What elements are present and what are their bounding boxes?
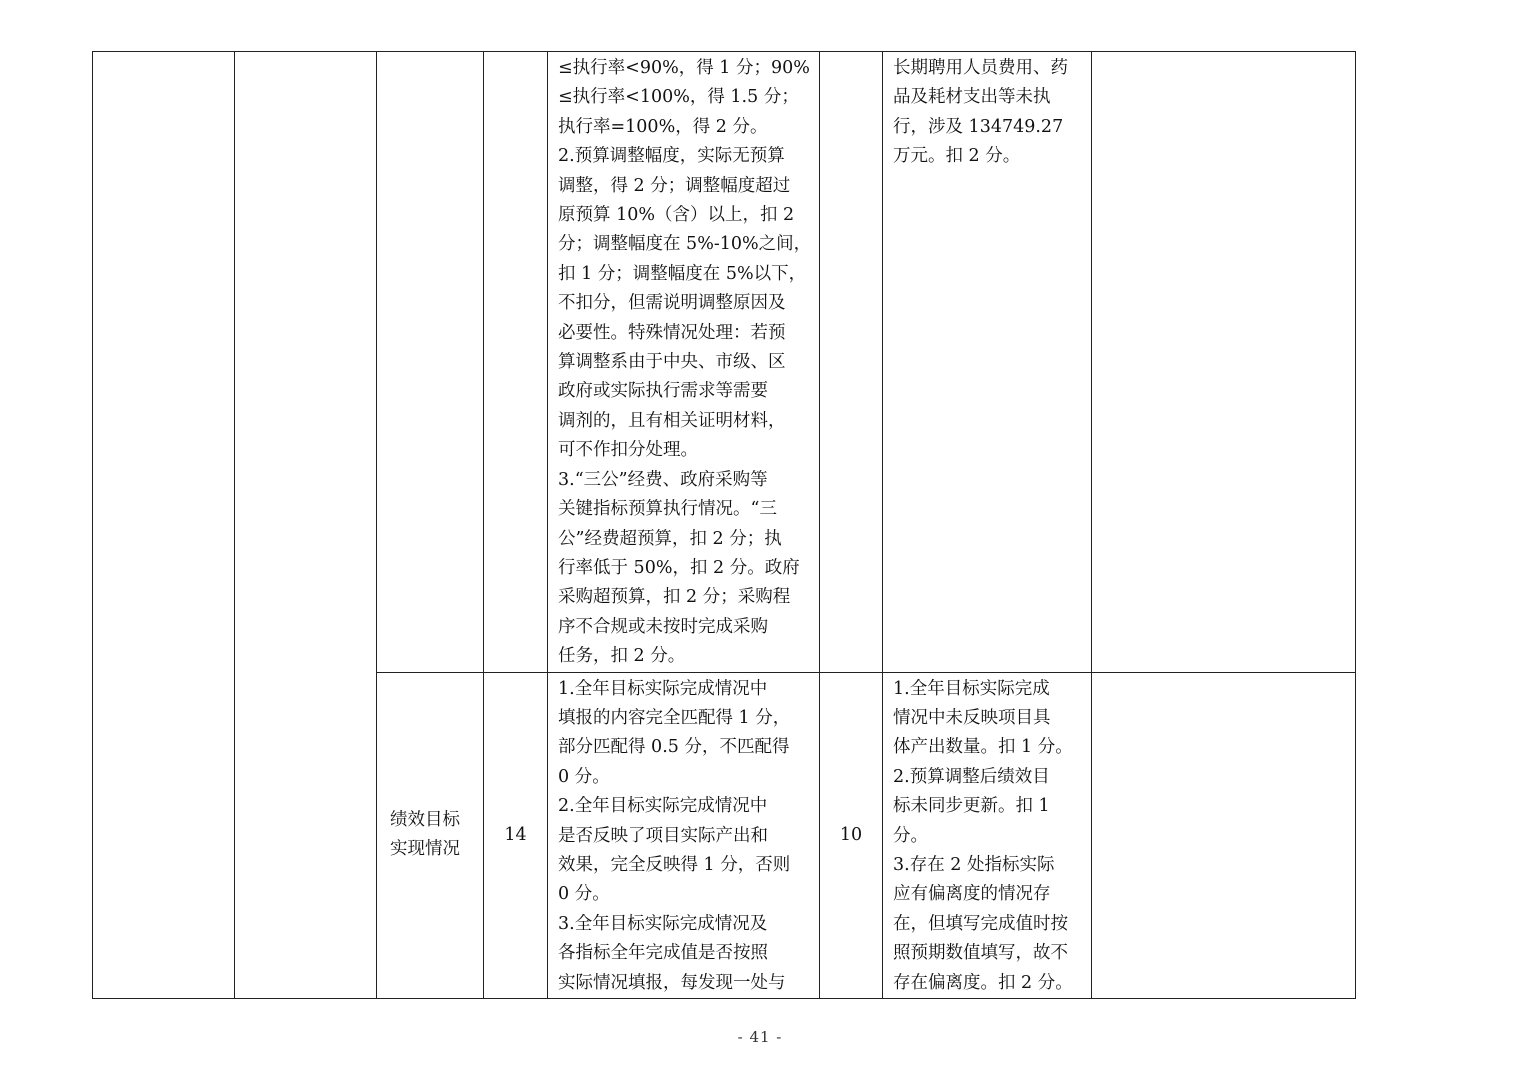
deduction-line: 2.预算调整后绩效目 [893, 766, 1050, 787]
criteria-line: 算调整系由于中央、市级、区 [558, 352, 786, 373]
criteria-line: 是否反映了项目实际产出和 [558, 825, 768, 846]
table-row [93, 52, 1356, 673]
criteria-line: 效果，完全反映得 1 分，否则 [558, 854, 791, 875]
criteria-line: 必要性。特殊情况处理：若预 [558, 322, 786, 343]
criteria-line: 公”经费超预算，扣 2 分；执 [558, 528, 782, 549]
deduction-line: 照预期数值填写，故不 [893, 943, 1068, 964]
deduction-line: 体产出数量。扣 1 分。 [893, 737, 1073, 758]
criteria-line: 3.“三公”经费、政府采购等 [558, 469, 768, 490]
criteria-cell [548, 672, 820, 998]
criteria-line: 0 分。 [558, 884, 610, 905]
deduction-cell [883, 52, 1092, 673]
deduction-line: 应有偏离度的情况存 [893, 884, 1051, 905]
criteria-line: 调整，得 2 分；调整幅度超过 [558, 175, 791, 196]
deduction-line: 万元。扣 2 分。 [893, 146, 1021, 167]
criteria-line: 1.全年目标实际完成情况中 [558, 678, 768, 699]
criteria-line: 2.预算调整幅度，实际无预算 [558, 146, 785, 167]
deduction-line: 长期聘用人员费用、药 [893, 58, 1068, 78]
criteria-line: 序不合规或未按时完成采购 [558, 616, 768, 637]
deduction-line: 分。 [893, 825, 928, 846]
criteria-line: 行率低于 50%，扣 2 分。政府 [558, 557, 800, 578]
criteria-line: 实际情况填报，每发现一处与 [558, 972, 786, 993]
criteria-line: ≤执行率<100%，得 1.5 分； [558, 87, 799, 108]
criteria-line: 不扣分，但需说明调整原因及 [558, 293, 786, 314]
criteria-line: 政府或实际执行需求等需要 [558, 381, 768, 402]
deduction-line: 3.存在 2 处指标实际 [893, 854, 1055, 875]
deduction-line: 1.全年目标实际完成 [893, 678, 1050, 699]
criteria-line: 分；调整幅度在 5%-10%之间， [558, 234, 812, 255]
criteria-line: 任务，扣 2 分。 [558, 646, 686, 667]
evaluation-table [92, 51, 1356, 999]
remarks-cell [1092, 672, 1356, 998]
deduction-line: 品及耗材支出等未执 [893, 87, 1051, 108]
criteria-line: 0 分。 [558, 766, 610, 787]
score-cell [820, 52, 883, 673]
page-number: - 41 - [737, 1028, 783, 1046]
criteria-line: 原预算 10%（含）以上，扣 2 [558, 205, 795, 226]
weight-cell [484, 52, 548, 673]
indicator-name-line: 绩效目标 [390, 810, 460, 831]
deduction-line: 标未同步更新。扣 1 [893, 796, 1050, 817]
criteria-line: ≤执行率<90%，得 1 分；90% [558, 58, 810, 78]
subcategory-cell [235, 52, 377, 999]
category-cell [93, 52, 235, 999]
criteria-line: 部分匹配得 0.5 分，不匹配得 [558, 737, 790, 758]
deduction-line: 存在偏离度。扣 2 分。 [893, 972, 1073, 993]
indicator-name-cell [377, 672, 484, 998]
indicator-name-line: 实现情况 [390, 839, 460, 860]
criteria-line: 各指标全年完成值是否按照 [558, 943, 768, 964]
indicator-cell [377, 52, 484, 673]
criteria-cell [548, 52, 820, 673]
weight-value: 14 [484, 672, 548, 998]
criteria-line: 扣 1 分；调整幅度在 5%以下， [558, 263, 807, 284]
remarks-cell [1092, 52, 1356, 673]
deduction-line: 在，但填写完成值时按 [893, 913, 1068, 934]
criteria-line: 3.全年目标实际完成情况及 [558, 913, 768, 934]
criteria-line: 关键指标预算执行情况。“三 [558, 499, 777, 520]
deduction-cell [883, 672, 1092, 998]
criteria-line: 执行率=100%，得 2 分。 [558, 116, 768, 137]
criteria-line: 2.全年目标实际完成情况中 [558, 796, 768, 817]
criteria-line: 可不作扣分处理。 [558, 440, 698, 461]
score-value: 10 [820, 672, 883, 998]
deduction-line: 情况中未反映项目具 [893, 707, 1051, 728]
criteria-line: 调剂的，且有相关证明材料， [558, 410, 786, 431]
criteria-line: 采购超预算，扣 2 分；采购程 [558, 587, 791, 608]
criteria-line: 填报的内容完全匹配得 1 分， [558, 707, 791, 728]
deduction-line: 行，涉及 134749.27 [893, 116, 1064, 137]
